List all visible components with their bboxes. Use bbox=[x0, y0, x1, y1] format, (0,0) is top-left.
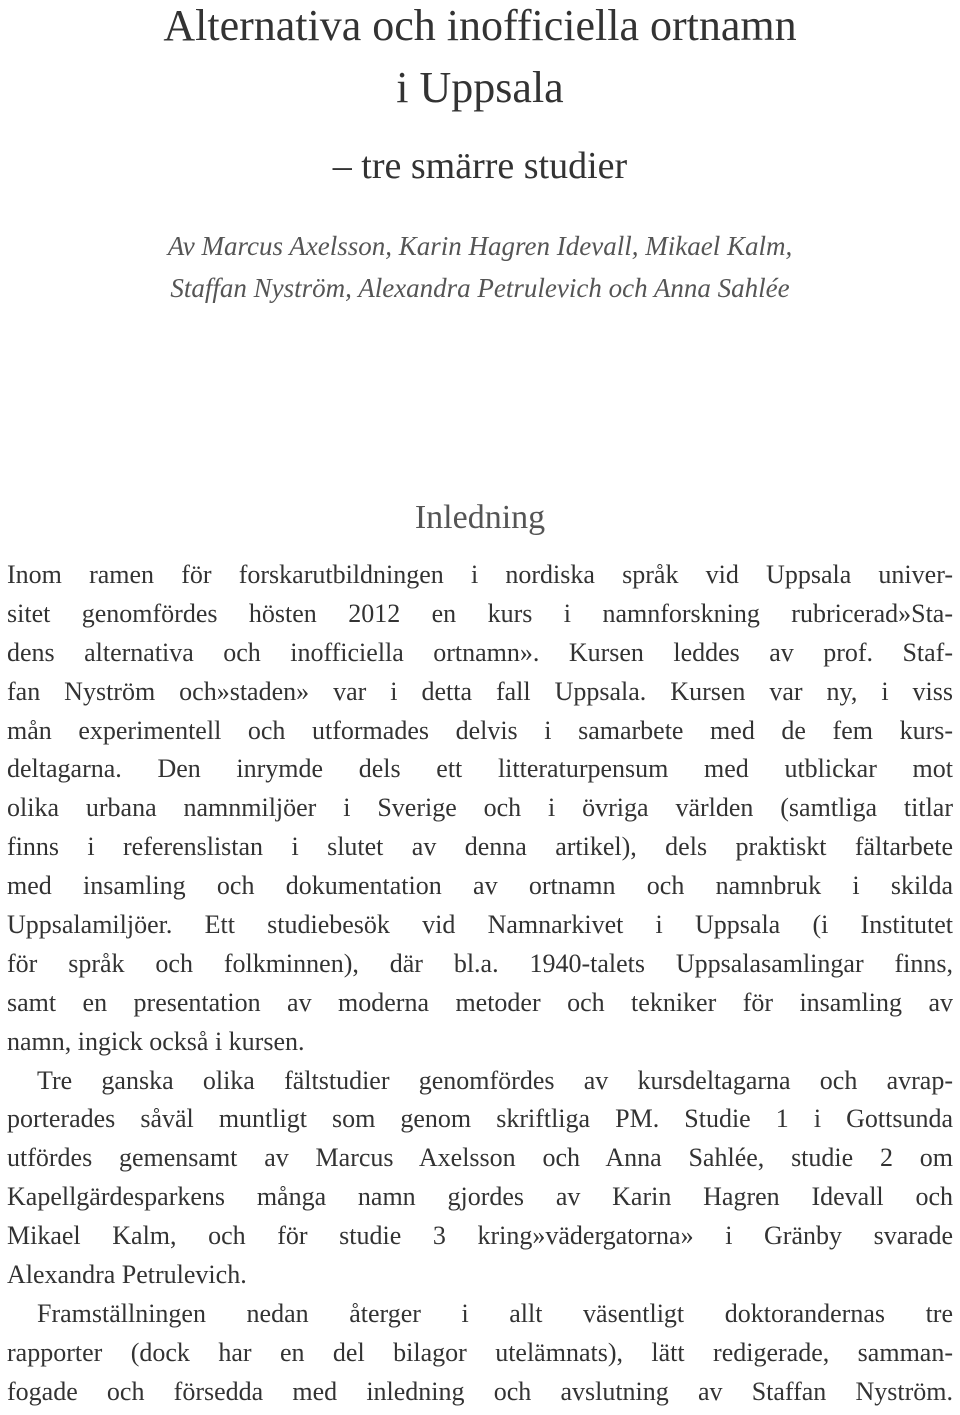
body-line: dens alternativa och inofficiella ortnamn». Kursen leddes av prof. Staf- bbox=[7, 637, 953, 667]
article-title-line-2: i Uppsala bbox=[396, 63, 564, 112]
body-line: fan Nyström och»staden» var i detta fall Uppsala. Kursen var ny, i viss bbox=[7, 676, 953, 706]
body-line: deltagarna. Den inrymde dels ett litteraturpensum med utblickar mot bbox=[7, 754, 953, 784]
body-line: olika urbana namnmiljöer i Sverige och i övriga världen (samtliga titlar bbox=[7, 793, 953, 823]
body-line: rapporter (dock har en del bilagor utelämnats), lätt redigerade, samman- bbox=[7, 1337, 953, 1367]
body-line: Mikael Kalm, och för studie 3 kring»vädergatorna» i Gränby svarade bbox=[7, 1221, 953, 1251]
body-line: samt en presentation av moderna metoder och tekniker för insamling av bbox=[7, 987, 953, 1017]
body-line: fogade och försedda med inledning och avslutning av Staffan Nyström. bbox=[7, 1376, 953, 1406]
body-line: utfördes gemensamt av Marcus Axelsson och Anna Sahlée, studie 2 om bbox=[7, 1143, 953, 1173]
body-line: Kapellgärdesparkens många namn gjordes av Karin Hagren Idevall och bbox=[7, 1182, 953, 1212]
body-line: mån experimentell och utformades delvis i samarbete med de fem kurs- bbox=[7, 715, 953, 745]
body-line: finns i referenslistan i slutet av denna artikel), dels praktiskt fältarbete bbox=[7, 832, 953, 862]
article-title-line-1: Alternativa och inofficiella ortnamn bbox=[163, 1, 797, 50]
body-line: Framställningen nedan återger i allt väsentligt doktorandernas tre bbox=[37, 1298, 953, 1328]
section-heading: Inledning bbox=[414, 499, 546, 536]
body-line: med insamling och dokumentation av ortnamn och namnbruk i skilda bbox=[7, 871, 953, 901]
article-subtitle: – tre smärre studier bbox=[332, 145, 628, 187]
body-text bbox=[7, 556, 953, 1412]
body-line: Inom ramen för forskarutbildningen i nordiska språk vid Uppsala univer- bbox=[7, 560, 953, 589]
body-line: porterades såväl muntligt som genom skriftliga PM. Studie 1 i Gottsunda bbox=[7, 1104, 953, 1134]
body-line: namn, ingick också i kursen. bbox=[7, 1026, 305, 1056]
body-line: Uppsalamiljöer. Ett studiebesök vid Namnarkivet i Uppsala (i Institutet bbox=[7, 910, 953, 940]
authors-line-1: Av Marcus Axelsson, Karin Hagren Idevall, Mikael Kalm, bbox=[167, 231, 793, 261]
body-line: Alexandra Petrulevich. bbox=[7, 1260, 247, 1290]
body-line: sitet genomfördes hösten 2012 en kurs i namnforskning rubricerad»Sta- bbox=[7, 598, 953, 628]
body-line: Tre ganska olika fältstudier genomfördes av kursdeltagarna och avrap- bbox=[37, 1065, 953, 1095]
authors-line-2: Staffan Nyström, Alexandra Petrulevich och Anna Sahlée bbox=[170, 273, 790, 303]
body-line: för språk och folkminnen), där bl.a. 1940-talets Uppsalasamlingar finns, bbox=[7, 948, 953, 978]
